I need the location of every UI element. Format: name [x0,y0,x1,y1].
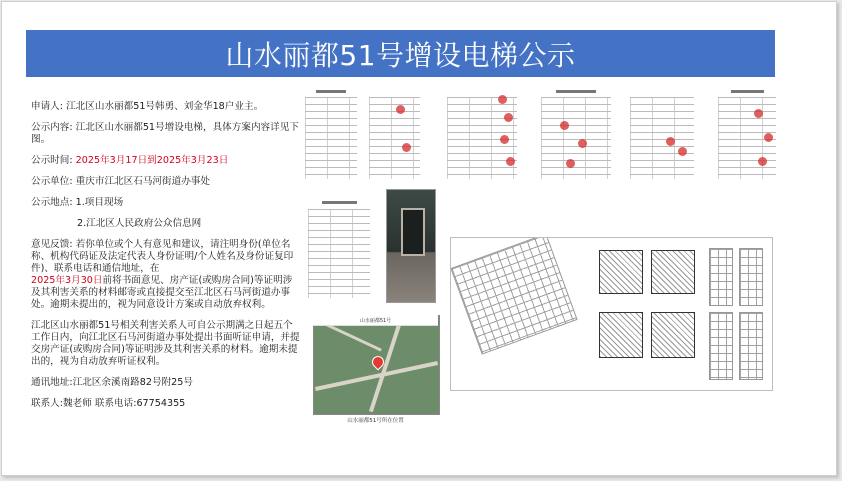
red-seal [506,157,515,166]
doc-heading-mark [322,201,357,204]
red-seal [754,109,763,118]
red-seal [504,113,513,122]
red-seal [764,133,773,142]
site-plan [450,237,577,355]
time-label: 公示时间: [31,155,76,166]
application-form-doc [304,198,374,304]
time-line [31,155,301,167]
feedback-text-b: 前将书面意见、房产证(或购房合同)等证明涉及其利害关系的材料邮寄或直接提交至江北区石马河街道办事处。逾期未提出的，视为同意设计方案或自动放弃权利。 [31,275,293,310]
elevation-3 [709,312,733,380]
red-seal [500,135,509,144]
place-line-2: 2.江北区人民政府公众信息网 [77,218,202,229]
content-line: 公示内容: 江北区山水丽都51号增设电梯，具体方案内容详见下图。 [31,122,299,145]
doorway [401,208,425,256]
applicant-line: 申请人: 江北区山水丽都51号韩勇、刘金华18户业主。 [31,101,264,112]
page-title: 山水丽都51号增设电梯公示 [225,38,576,72]
signature-doc-6 [714,87,780,185]
doc-heading-mark [731,90,764,93]
doc-columns [630,97,693,179]
doc-columns [541,97,611,179]
map-road [326,323,382,351]
contact-line: 联系人:魏老师 联系电话:67754355 [31,398,186,409]
elevator-design-drawing [450,237,773,391]
signature-doc-4 [536,87,616,185]
doc-heading-mark [556,90,596,93]
notice-text [31,101,301,419]
place-line-1: 公示地点: 1.项目现场 [31,197,124,208]
red-seal [396,105,405,114]
floor-plan-upper [599,250,643,294]
title-banner [26,30,775,77]
red-seal [678,147,687,156]
doc-columns [305,97,358,179]
time-value: 2025年3月17日到2025年3月23日 [75,155,229,166]
hearing-paragraph: 江北区山水丽都51号相关利害关系人可自公示期满之日起五个工作日内，向江北区石马河街道办事处提出书面听证申请，并提交房产证(或购房合同)等证明涉及其利害关系的材料。逾期未提出的，视为自动放弃听证权利。 [31,320,300,367]
red-seal [666,137,675,146]
doc-columns [369,97,419,179]
signature-doc-1 [301,87,361,185]
notice-slide [1,1,837,476]
address-line: 通讯地址:江北区余溪南路82号附25号 [31,377,193,388]
feedback-paragraph [31,239,301,311]
red-seal [758,157,767,166]
doc-columns [308,209,370,298]
map-caption: 山水丽都51号所在位置 [347,418,404,424]
elevation-2 [739,248,763,306]
floor-plan-upper-2 [651,250,695,294]
elevation-1 [709,248,733,306]
red-seal [402,143,411,152]
doc-heading-mark [316,90,346,93]
red-seal [560,121,569,130]
signature-doc-2 [366,87,423,185]
signature-doc-5 [626,87,698,185]
red-seal [578,139,587,148]
floor-plan-lower-2 [651,312,695,358]
site-photo [386,189,436,303]
unit-line: 公示单位: 重庆市江北区石马河街道办事处 [31,176,210,187]
floor-plan-lower [599,312,643,358]
elevation-4 [739,312,763,380]
feedback-text-a: 意见反馈: 若你单位或个人有意见和建议，请注明身份(单位名称、机构代码证及法定代表人身份证明/个人姓名及身份证复印件)、联系电话和通信地址，在 [31,239,294,274]
signature-doc-3 [442,87,522,185]
red-seal [566,159,575,168]
map-header: 山水丽都51号 [313,315,438,326]
red-seal [498,95,507,104]
location-map [313,315,440,415]
feedback-date: 2025年3月30日 [31,275,103,286]
